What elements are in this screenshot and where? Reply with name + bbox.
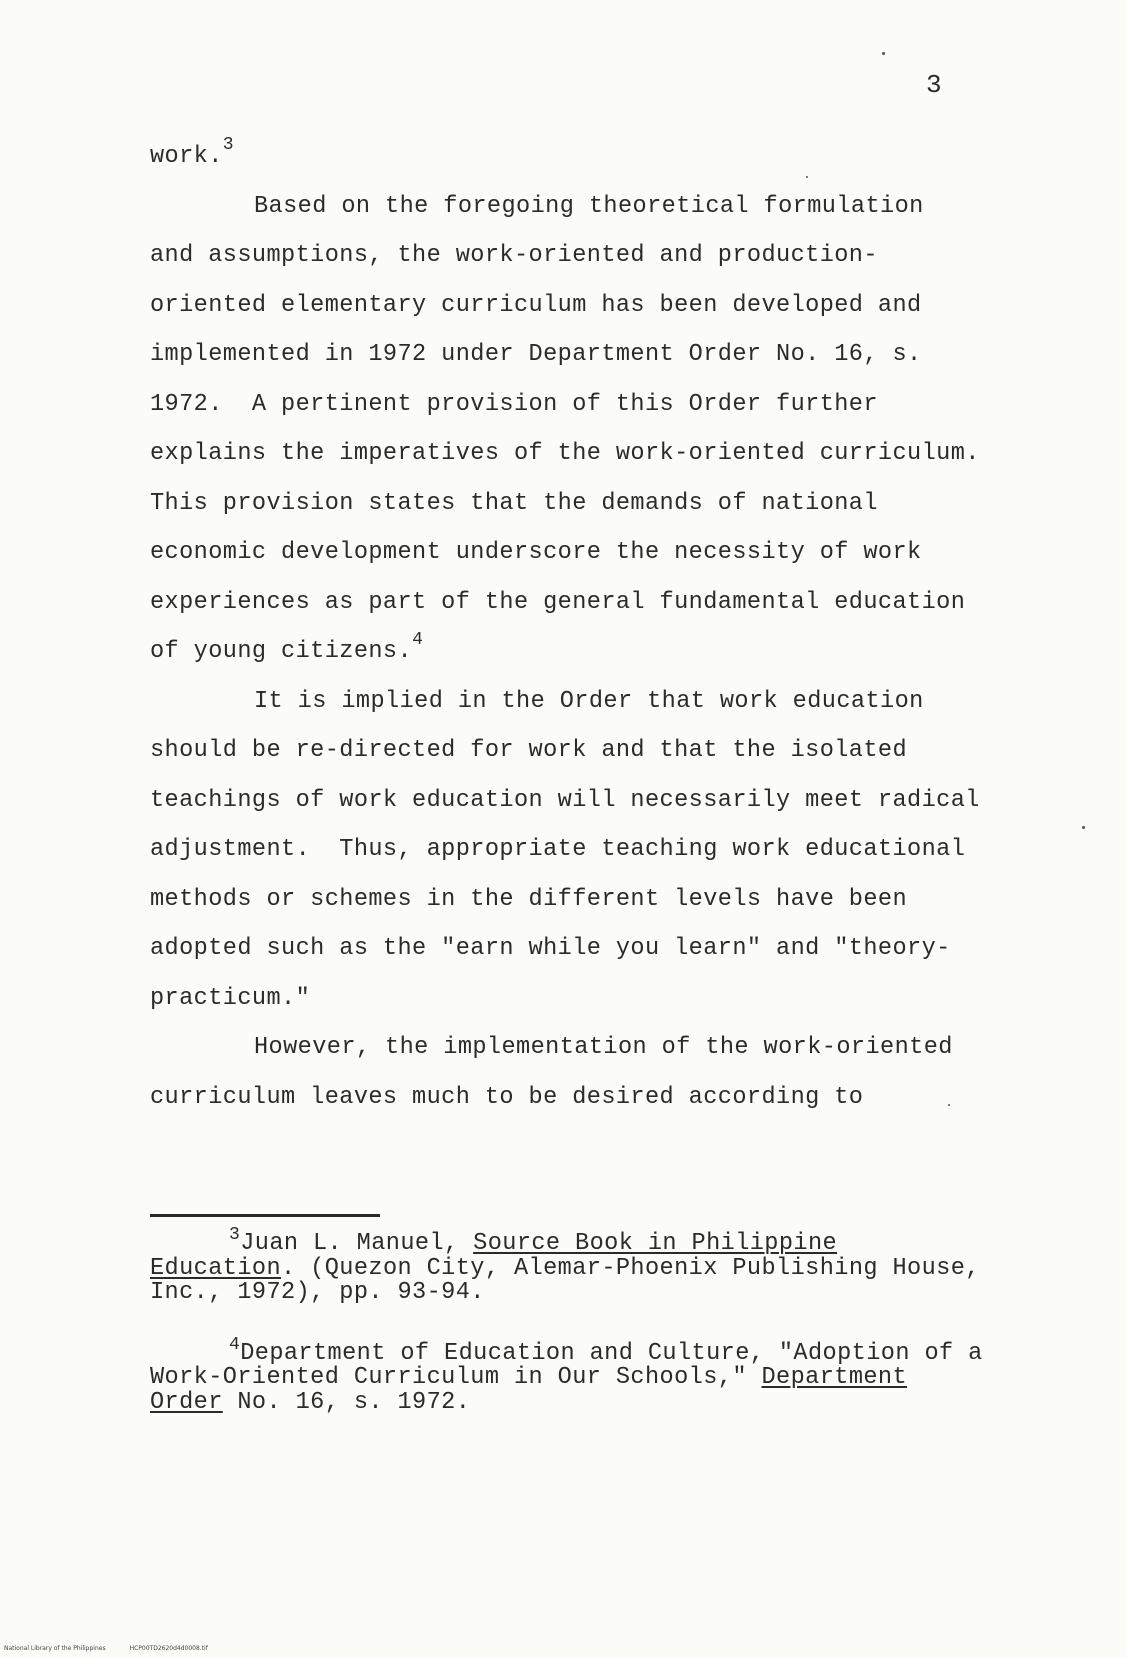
footnote-line <box>150 1334 1055 1367</box>
archive-file-id: HCP00TD2620d4d0008.tif <box>129 1645 208 1652</box>
text-line: adjustment. Thus, appropriate teaching work educational <box>150 836 966 863</box>
line-text: work. <box>150 143 223 170</box>
text-line: and assumptions, the work-oriented and production- <box>150 242 878 269</box>
text-line: explains the imperatives of the work-oriented curriculum. <box>150 440 980 467</box>
footnote-source: Department <box>761 1364 908 1391</box>
text-line: Based on the foregoing theoretical formulation <box>254 192 924 220</box>
line-text: of young citizens. <box>150 638 413 665</box>
page-number: 3 <box>926 70 943 100</box>
text-line: curriculum leaves much to be desired according to <box>150 1083 864 1111</box>
footnote-author: Juan L. Manuel, <box>240 1230 474 1257</box>
footnote-line <box>150 1254 1055 1282</box>
archive-tag <box>4 1645 232 1652</box>
footnote-4 <box>150 1334 1055 1416</box>
footnote-publisher: . (Quezon City, Alemar-Phoenix Publishing House, <box>281 1254 980 1282</box>
text-line <box>150 132 1055 182</box>
footnote-line <box>150 1366 1055 1391</box>
text-line <box>150 627 1055 677</box>
footnote-source: Order <box>150 1388 223 1416</box>
footnote-text: Work-Oriented Curriculum in Our Schools," <box>150 1364 762 1391</box>
footnote-text: No. 16, s. 1972. <box>222 1388 471 1416</box>
footnote-line: Inc., 1972), pp. 93-94. <box>150 1279 485 1306</box>
footnote-line <box>150 1388 1055 1416</box>
text-line: This provision states that the demands of national <box>150 489 878 517</box>
footnote-title: Education <box>150 1254 282 1282</box>
footnote-mark: 3 <box>229 1225 241 1245</box>
text-line: teachings of work education will necessarily meet radical <box>150 786 980 814</box>
footnote-title: Source Book in Philippine <box>473 1230 838 1257</box>
footnote-mark: 4 <box>229 1334 241 1355</box>
text-line: 1972. A pertinent provision of this Order further <box>150 390 878 418</box>
text-line: adopted such as the "earn while you learn" and "theory- <box>150 935 951 962</box>
archive-library: National Library of the Philippines <box>4 1645 106 1652</box>
footnote-line <box>150 1225 1055 1257</box>
footnote-ref-3: 3 <box>222 135 234 155</box>
main-text <box>150 132 1055 1122</box>
footnotes <box>150 1225 1055 1451</box>
text-line: oriented elementary curriculum has been developed and <box>150 291 922 319</box>
text-line: It is implied in the Order that work education <box>254 687 924 715</box>
footnote-divider <box>150 1214 380 1217</box>
text-line: implemented in 1972 under Department Order No. 16, s. <box>150 341 922 368</box>
footnote-text: Department of Education and Culture, "Adoption of a <box>240 1339 983 1367</box>
scan-speck <box>1082 826 1085 829</box>
text-line: methods or schemes in the different levels have been <box>150 885 908 913</box>
text-line: experiences as part of the general fundamental education <box>150 588 966 616</box>
text-line: should be re-directed for work and that the isolated <box>150 737 908 764</box>
scan-speck <box>882 52 885 55</box>
footnote-ref-4: 4 <box>412 630 424 650</box>
footnote-3 <box>150 1225 1055 1306</box>
text-line: practicum." <box>150 984 311 1012</box>
text-line: However, the implementation of the work-oriented <box>254 1034 953 1061</box>
text-line: economic development underscore the necessity of work <box>150 539 922 566</box>
